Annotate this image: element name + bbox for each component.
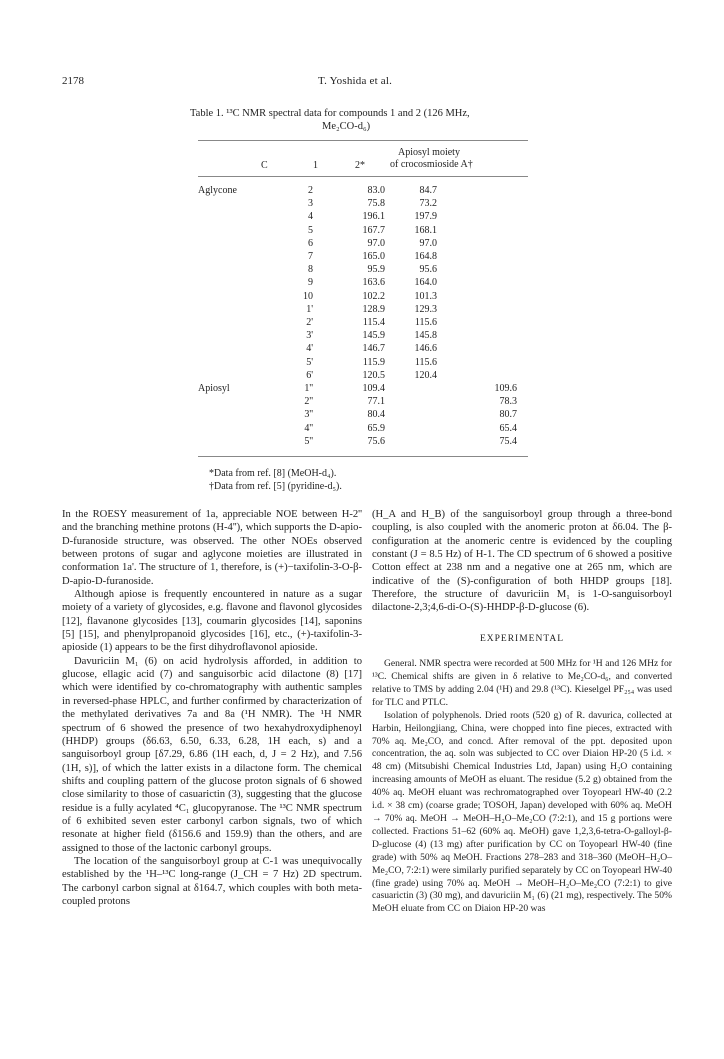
shift-compound-1: 65.9: [367, 422, 385, 434]
carbon-label: 4: [308, 211, 313, 223]
shift-apiosyl-ref: [437, 250, 517, 263]
carbon-label: 2': [306, 317, 313, 329]
carbon-label: 5: [308, 224, 313, 236]
shift-compound-1: 120.5: [362, 369, 385, 381]
body-paragraph: In the ROESY measurement of 1a, appreciable NOE between H-2'' and the branching methine protons (H-4''), which supports the D-apio-D-furanoside structure, was observed. The other NOEs observed between protons of sugar and aglycone moieties are illustrated in conformation 1a'. The structure of 1, therefore, is (+)−taxifolin-3-O-β-D-apio-D-furanoside.: [62, 509, 362, 587]
shift-apiosyl-ref: 109.6: [494, 383, 517, 395]
carbon-label: 7: [308, 251, 313, 263]
row-group-label: [198, 342, 273, 355]
carbon-label: 5': [306, 356, 313, 368]
shift-compound-2: [385, 382, 437, 395]
right-column: [372, 508, 672, 916]
row-group-label: Aglycone: [198, 185, 237, 196]
footnote-1: *Data from ref. [8] (MeOH-d₄).: [209, 468, 337, 479]
shift-compound-1: 102.2: [362, 290, 385, 302]
shift-compound-2: 115.6: [414, 317, 437, 329]
body-paragraph: Isolation of polyphenols. Dried roots (520 g) of R. davurica, collected at Harbin, Heilongjiang, China, were chopped into fine pieces, extracted with 70% aq. Me₂CO, and concd. After removal of the ppt. deposited upon concentration, the aq. soln was subjected to CC over Diaion HP-20 (5 i.d. × 48 cm) (Mitsubishi Chemical Industries Ltd, Japan) using H₂O containing increasing amounts of MeOH as eluant. The residue (5.2 g) obtained from the 40% aq. MeOH eluant was rechromatographed over Toyopearl HW-40 (2.2 i.d. × 38 cm) (coarse grade; TOSOH, Japan) developed with 60% aq. MeOH → 70% aq. MeOH → MeOH–H₂O–Me₂CO (7:2:1), and 15 g portions were collected. Fractions 51–62 (60% aq. MeOH) gave 1,2,3,6-tetra-O-galloyl-β-D-glucose (4) (13 mg) after purification by CC on Toyopearl HW-40 (fine grade) with 50% aq MeOH. Fractions 278–283 and 318–360 (MeOH–H₂O–Me₂CO, 7:2:1) were similarly purified separately by CC on Toyopearl HW-40 (fine grade) using 70% aq. MeOH → MeOH–H₂O–Me₂CO (7:2:1) to give casuarictin (3) (30 mg), and davuriciin M₁ (6) (21 mg), respectively. The 50% MeOH eluate from CC on Diaion HP-20 was: [372, 709, 672, 915]
carbon-label: 10: [303, 290, 313, 302]
row-group-label: [198, 263, 273, 276]
shift-compound-2: 101.3: [414, 290, 437, 302]
table-row: [198, 408, 517, 421]
shift-compound-2: 120.4: [414, 369, 437, 381]
shift-compound-2: 95.6: [419, 264, 437, 276]
shift-compound-2: 164.0: [414, 277, 437, 289]
table-top-rule: [198, 140, 528, 141]
shift-compound-1: 196.1: [362, 211, 385, 223]
row-group-label: [198, 250, 273, 263]
carbon-label: 5'': [304, 435, 313, 447]
table-row: [198, 263, 517, 276]
row-group-label: [198, 408, 273, 421]
shift-compound-2: 145.8: [414, 330, 437, 342]
row-group-label: [198, 369, 273, 382]
table-row: [198, 237, 517, 250]
table-row: [198, 290, 517, 303]
carbon-label: 3'': [304, 409, 313, 421]
row-group-label: [198, 303, 273, 316]
shift-compound-1: 128.9: [362, 303, 385, 315]
carbon-label: 6: [308, 237, 313, 249]
shift-apiosyl-ref: [437, 197, 517, 210]
footnote-2: †Data from ref. [5] (pyridine-d₅).: [209, 481, 342, 492]
left-column: [62, 508, 362, 908]
row-group-label: [198, 395, 273, 408]
carbon-label: 9: [308, 277, 313, 289]
shift-compound-2: 168.1: [414, 224, 437, 236]
row-group-label: [198, 197, 273, 210]
shift-compound-1: 77.1: [367, 396, 385, 408]
shift-compound-1: 75.6: [367, 435, 385, 447]
table-row: [198, 250, 517, 263]
shift-compound-2: [385, 395, 437, 408]
table-row: [198, 197, 517, 210]
shift-compound-1: 83.0: [367, 185, 385, 196]
col-header-c: C: [261, 160, 268, 171]
table-caption: [190, 107, 550, 133]
table-row: [198, 369, 517, 382]
shift-apiosyl-ref: [437, 263, 517, 276]
shift-compound-1: 95.9: [367, 264, 385, 276]
table-row: [198, 224, 517, 237]
shift-compound-1: 97.0: [367, 237, 385, 249]
body-paragraph: (H_A and H_B) of the sanguisorboyl group through a three-bond coupling, is also coupled with the anomeric proton at δ6.04. The β-configuration at the anomeric centre is evidenced by the coupling constant (J = 8.5 Hz) of H-1. The CD spectrum of 6 showed a positive Cotton effect at 238 nm and a negative one at 265 nm, which are indicative of the (S)-configuration of both HHDP groups [18]. Therefore, the structure of davuriciin M₁ is 1-O-sanguisorboyl dilactone-2,3;4,6-di-O-(S)-HHDP-β-D-glucose (6).: [372, 509, 672, 614]
table-row: [198, 184, 517, 197]
shift-compound-2: [385, 422, 437, 435]
shift-apiosyl-ref: [437, 210, 517, 223]
shift-apiosyl-ref: [437, 237, 517, 250]
shift-compound-2: 129.3: [414, 303, 437, 315]
body-paragraph: The location of the sanguisorboyl group at C-1 was unequivocally established by the ¹H–¹³C long-range (J_CH = 7 Hz) 2D spectrum. The carbonyl carbon signal at δ164.7, which couples with both meta-coupled protons: [62, 855, 362, 907]
shift-apiosyl-ref: [437, 290, 517, 303]
row-group-label: [198, 290, 273, 303]
shift-compound-1: 145.9: [362, 330, 385, 342]
table-row: [198, 395, 517, 408]
col-header-1: 1: [313, 160, 318, 171]
table-row: [198, 422, 517, 435]
table-row: [198, 316, 517, 329]
row-group-label: [198, 276, 273, 289]
table-row: [198, 356, 517, 369]
shift-compound-2: [385, 435, 437, 448]
carbon-label: 2: [308, 185, 313, 196]
table-row: [198, 276, 517, 289]
col-header-apiosyl-1: Apiosyl moiety: [398, 147, 460, 158]
table-row: [198, 382, 517, 395]
shift-compound-2: 197.9: [414, 211, 437, 223]
row-group-label: [198, 224, 273, 237]
shift-compound-1: 167.7: [362, 224, 385, 236]
shift-compound-2: 115.6: [414, 356, 437, 368]
table-row: [198, 303, 517, 316]
body-paragraph: Davuriciin M₁ (6) on acid hydrolysis afforded, in addition to glucose, ellagic acid (7) and sanguisorbic acid dilactone (8) [17] which were identified by co-chromatography with authentic samples in reversed-phase HPLC, and further confirmed by characterization of the methylated derivatives 7a and 8a (¹H NMR). The ¹H NMR spectrum of 6 showed the presence of two hexahydroxydiphenoyl (HHDP) groups (δ6.63, 6.50, 6.33, 6.28, 1H each, s) and a sanguisorboyl group [δ7.29, 6.86 (1H each, d, J = 2 Hz), and 7.56 (1H, s)], of which the latter exists in a dilactone form. The chemical shifts and coupling pattern of the glucose proton signals of 6 showed close similarity to those of casuarictin (3), suggesting that the glucose residue is a fully acylated ⁴C₁ glucopyranose. The ¹³C NMR spectrum of 6 exhibited seven ester carbonyl carbon signals, two of which resonate at higher field (δ156.6 and 159.9) than the others, and are assigned to those of the lactonic carbonyl groups.: [62, 655, 362, 854]
table-header-rule: [198, 176, 528, 177]
row-group-label: [198, 435, 273, 448]
shift-apiosyl-ref: [437, 316, 517, 329]
shift-apiosyl-ref: [437, 329, 517, 342]
shift-apiosyl-ref: [437, 184, 517, 197]
shift-apiosyl-ref: [437, 342, 517, 355]
page-number: 2178: [62, 75, 84, 87]
shift-compound-2: 73.2: [419, 198, 437, 210]
shift-apiosyl-ref: [437, 224, 517, 237]
shift-compound-1: 115.9: [362, 356, 385, 368]
shift-compound-1: 75.8: [367, 198, 385, 210]
row-group-label: [198, 422, 273, 435]
table-caption-line2: Me₂CO-d₆): [322, 121, 371, 132]
carbon-label: 3': [306, 330, 313, 342]
table-row: [198, 210, 517, 223]
carbon-label: 2'': [304, 396, 313, 408]
col-header-2: 2*: [355, 160, 365, 171]
row-group-label: [198, 329, 273, 342]
table-caption-line1: Table 1. ¹³C NMR spectral data for compounds 1 and 2 (126 MHz,: [190, 108, 470, 119]
shift-compound-2: 97.0: [419, 237, 437, 249]
row-group-label: [198, 210, 273, 223]
shift-compound-2: [385, 408, 437, 421]
shift-apiosyl-ref: [437, 303, 517, 316]
shift-apiosyl-ref: 80.7: [499, 409, 517, 421]
row-group-label: [198, 316, 273, 329]
running-head: T. Yoshida et al.: [318, 75, 393, 87]
body-paragraph: Although apiose is frequently encountered in nature as a sugar moiety of a variety of glycosides, e.g. flavone and flavonol glycosides [12], flavanone glycosides [13], coumarin glycosides [14], saponins [5] [15], and phenylpropanoid glycosides [16], etc., (+)-taxifolin-3-apioside (1) appears to be the first dihydroflavonol apioside.: [62, 589, 362, 654]
shift-compound-2: 84.7: [419, 185, 437, 196]
shift-compound-1: 109.4: [362, 383, 385, 395]
body-paragraph: General. NMR spectra were recorded at 500 MHz for ¹H and 126 MHz for ¹³C. Chemical shifts are given in δ relative to Me₂CO-d₆, and converted relative to TMS by adding 2.04 (¹H) and 29.8 (¹³C). Kieselgel PF₂₅₄ was used for TLC and PTLC.: [372, 658, 672, 708]
shift-apiosyl-ref: [437, 276, 517, 289]
shift-apiosyl-ref: 65.4: [499, 422, 517, 434]
shift-compound-1: 165.0: [362, 251, 385, 263]
table-row: [198, 329, 517, 342]
row-group-label: [198, 237, 273, 250]
carbon-label: 6': [306, 369, 313, 381]
shift-apiosyl-ref: [437, 369, 517, 382]
shift-compound-1: 163.6: [362, 277, 385, 289]
shift-compound-2: 164.8: [414, 251, 437, 263]
carbon-label: 1'': [304, 383, 313, 395]
shift-compound-2: 146.6: [414, 343, 437, 355]
section-heading: EXPERIMENTAL: [479, 633, 565, 644]
carbon-label: 3: [308, 198, 313, 210]
table-row: [198, 435, 517, 448]
carbon-label: 1': [306, 303, 313, 315]
shift-compound-1: 146.7: [362, 343, 385, 355]
shift-compound-1: 115.4: [362, 317, 385, 329]
shift-apiosyl-ref: [437, 356, 517, 369]
shift-apiosyl-ref: 78.3: [499, 396, 517, 408]
nmr-table: [198, 184, 517, 448]
carbon-label: 8: [308, 264, 313, 276]
shift-compound-1: 80.4: [367, 409, 385, 421]
carbon-label: 4'': [304, 422, 313, 434]
table-bottom-rule: [198, 456, 528, 457]
row-group-label: Apiosyl: [198, 383, 230, 395]
row-group-label: [198, 356, 273, 369]
carbon-label: 4': [306, 343, 313, 355]
col-header-apiosyl-2: of crocosmioside A†: [390, 159, 473, 170]
table-row: [198, 342, 517, 355]
shift-apiosyl-ref: 75.4: [499, 435, 517, 447]
